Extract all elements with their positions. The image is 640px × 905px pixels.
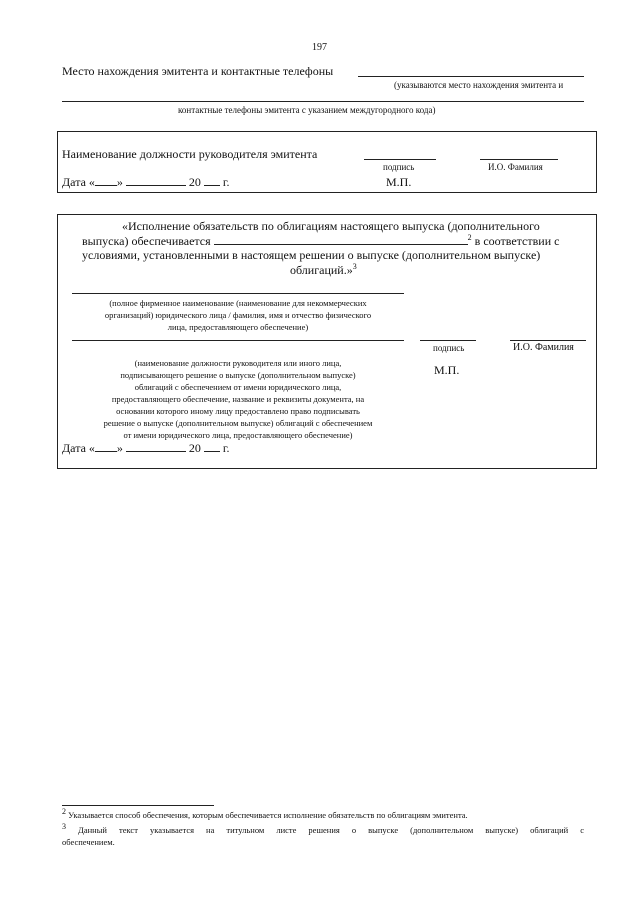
position-label: Наименование должности руководителя эмитента	[62, 147, 318, 161]
head-signature-caption: подпись	[383, 162, 415, 172]
head-date-middle: »	[116, 175, 123, 189]
footnote-3-number: 3	[62, 822, 66, 832]
signer-caption-6: решение о выпуске (дополнительном выпуске) облигаций с обеспечением	[103, 418, 373, 428]
footnote-3	[62, 824, 584, 848]
head-name-caption: И.О. Фамилия	[488, 162, 543, 172]
signer-name-caption: И.О. Фамилия	[513, 342, 574, 353]
provider-caption-3: лица, предоставляющего обеспечение)	[167, 322, 309, 332]
signer-caption-2: подписывающего решение о выпуске (дополнительном выпуске)	[120, 370, 356, 380]
footnote-3-text-1: Данный текст указывается на титульном листе решения о выпуске (дополнительном выпуске) облигаций с	[78, 825, 584, 835]
guarantee-text-4-body: облигаций.»	[290, 263, 353, 277]
provider-caption-1: (полное фирменное наименование (наименование для некоммерческих	[109, 298, 367, 308]
guarantee-seal: М.П.	[434, 363, 460, 377]
guarantee-date-prefix: Дата «	[62, 441, 95, 455]
signer-caption-3: облигаций с обеспечением от имени юридического лица,	[134, 382, 342, 392]
provider-caption-2: организаций) юридического лица / фамилия, имя и отчество физического	[104, 310, 372, 320]
footnote-ref-2: 2	[467, 233, 472, 242]
guarantee-text-1: «Исполнение обязательств по облигациям настоящего выпуска (дополнительного	[122, 219, 540, 233]
footnote-3-text-2: обеспечением.	[62, 837, 115, 847]
guarantee-text-3: условиями, установленными в настоящем решении о выпуске (дополнительном выпуске)	[82, 248, 541, 262]
guarantee-date-month-field[interactable]	[126, 451, 186, 452]
signer-caption-1: (наименование должности руководителя или иного лица,	[134, 358, 342, 368]
guarantee-text-2	[82, 234, 559, 249]
provider-caption	[64, 297, 412, 333]
signer-signature-caption: подпись	[433, 343, 465, 353]
guarantee-method-field[interactable]	[214, 244, 468, 245]
signer-caption-5: основании которого иному лицу предоставлено право подписывать	[116, 406, 360, 416]
head-signature-line[interactable]	[364, 159, 436, 160]
guarantee-date-year-field[interactable]	[204, 451, 220, 452]
footnote-3-line1	[62, 824, 584, 836]
guarantee-date-day-field[interactable]	[95, 451, 117, 452]
location-hint-1: (указываются место нахождения эмитента и	[394, 80, 564, 90]
provider-name-line[interactable]	[72, 293, 404, 294]
signer-position-line[interactable]	[72, 340, 404, 341]
head-name-line[interactable]	[480, 159, 558, 160]
signer-name-line[interactable]	[510, 340, 586, 341]
head-date-suffix: г.	[222, 175, 230, 189]
head-date-year-field[interactable]	[204, 185, 220, 186]
page-number: 197	[312, 42, 327, 53]
guarantee-box	[57, 214, 597, 469]
signer-caption	[64, 357, 412, 441]
head-seal: М.П.	[386, 175, 412, 189]
head-date	[62, 175, 230, 190]
guarantee-date-middle: »	[116, 441, 123, 455]
location-label: Место нахождения эмитента и контактные телефоны	[62, 64, 334, 78]
guarantee-text-2-end: в соответствии с	[474, 234, 560, 248]
location-input-line[interactable]	[358, 76, 584, 77]
footnote-separator	[62, 805, 214, 806]
head-date-prefix: Дата «	[62, 175, 95, 189]
location-input-line-2[interactable]	[62, 101, 584, 102]
footnote-2-number: 2	[62, 807, 66, 817]
footnote-ref-3: 3	[352, 262, 357, 271]
guarantee-text-4	[290, 263, 357, 278]
guarantee-text-2-start: выпуска) обеспечивается	[82, 234, 211, 248]
footnote-2	[62, 807, 468, 820]
signer-caption-7: от имени юридического лица, предоставляющего обеспечение)	[123, 430, 353, 440]
footnote-2-text: Указывается способ обеспечения, которым обеспечивается исполнение обязательств по облигациям эмитента.	[68, 810, 468, 820]
guarantee-date-year: 20	[188, 441, 201, 455]
head-date-month-field[interactable]	[126, 185, 186, 186]
signer-signature-line[interactable]	[420, 340, 476, 341]
head-signature-box	[57, 131, 597, 193]
head-date-year: 20	[188, 175, 201, 189]
guarantee-date	[62, 441, 230, 456]
signer-caption-4: предоставляющего обеспечение, название и реквизиты документа, на	[111, 394, 365, 404]
head-date-day-field[interactable]	[95, 185, 117, 186]
guarantee-date-suffix: г.	[222, 441, 230, 455]
location-hint-2: контактные телефоны эмитента с указанием междугородного кода)	[178, 105, 436, 115]
